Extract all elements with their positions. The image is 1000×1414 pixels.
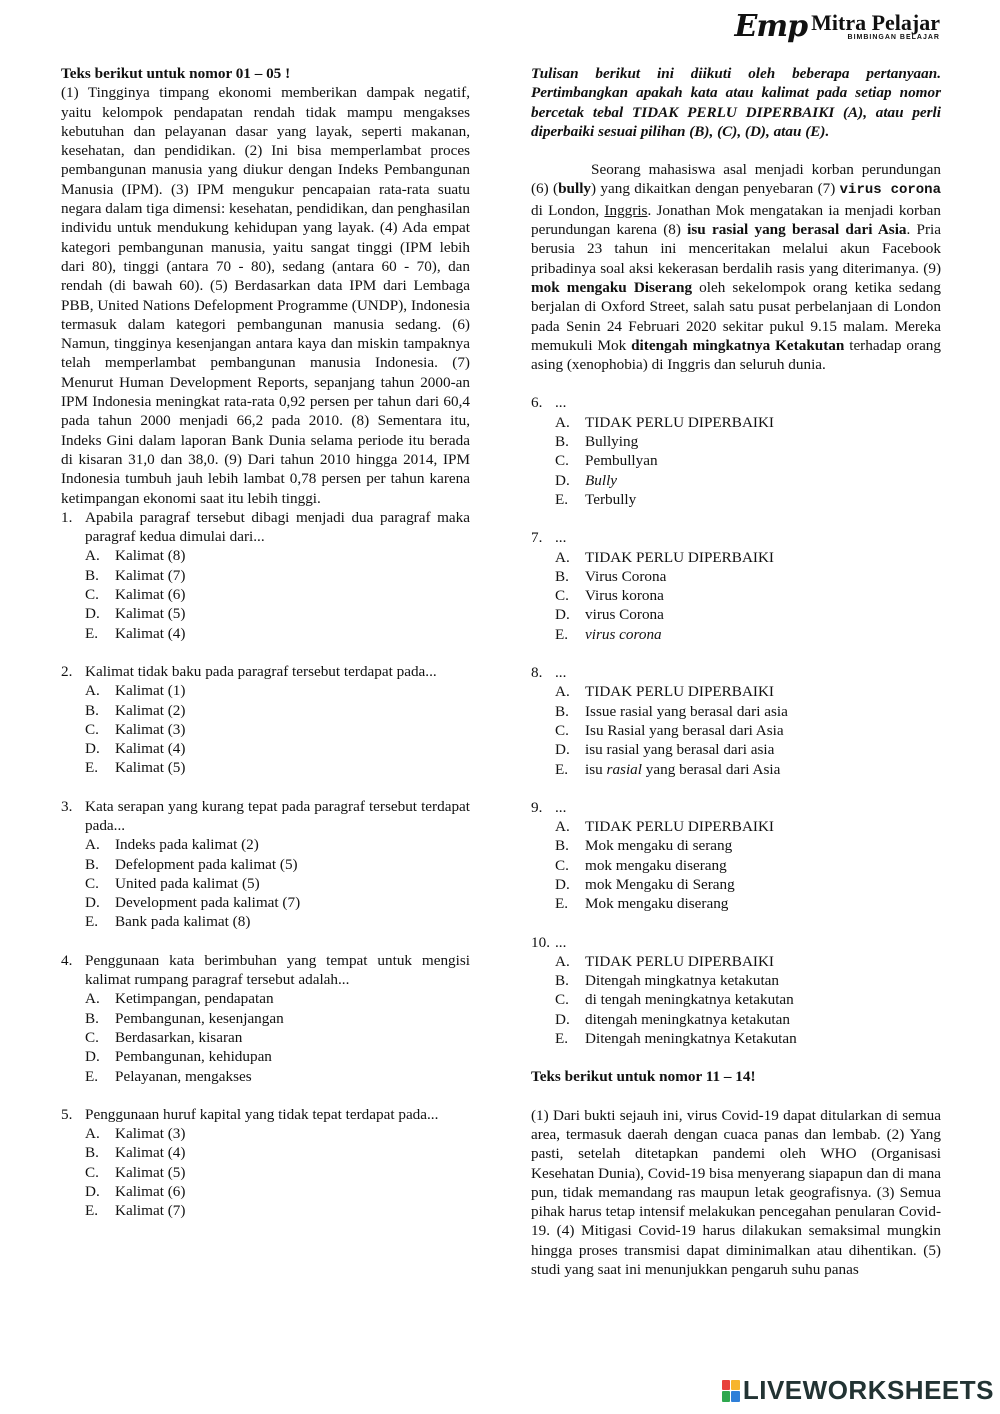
question-7 xyxy=(531,528,941,547)
answer-option[interactable] xyxy=(555,451,941,470)
answer-option[interactable] xyxy=(555,605,941,624)
question-number: 7. xyxy=(531,529,543,547)
answer-option[interactable] xyxy=(85,1124,470,1143)
answer-option[interactable] xyxy=(85,739,470,758)
option-text: Kalimat (4) xyxy=(115,740,186,758)
question-number: 9. xyxy=(531,798,543,816)
option-text: Kalimat (7) xyxy=(115,566,186,584)
answer-option[interactable] xyxy=(85,1201,470,1220)
answer-option[interactable] xyxy=(555,760,941,779)
option-letter: A. xyxy=(85,836,100,854)
option-letter: C. xyxy=(85,1028,99,1046)
question-4 xyxy=(61,951,470,990)
option-letter: A. xyxy=(555,952,570,970)
option-text: mok Mengaku di Serang xyxy=(585,875,735,893)
question-number: 6. xyxy=(531,394,543,412)
option-text: Kalimat (6) xyxy=(115,1183,186,1201)
option-text: Ditengah mingkatnya ketakutan xyxy=(585,972,780,990)
option-letter: A. xyxy=(85,1125,100,1143)
answer-option[interactable] xyxy=(85,1143,470,1162)
watermark-text: LIVEWORKSHEETS xyxy=(742,1375,994,1405)
question-stem: Kalimat tidak baku pada paragraf tersebut terdapat pada... xyxy=(85,662,437,680)
answer-option[interactable] xyxy=(555,586,941,605)
question-stem: Apabila paragraf tersebut dibagi menjadi dua paragraf maka paragraf kedua dimulai dari... xyxy=(85,508,470,546)
passage-paragraph: (1) Tingginya timpang ekonomi memberikan dampak negatif, yaitu kelompok pendapatan rendah tidak mampu mengakses kebutuhan dan pelayanan dasar yang layak, seperti makanan, kesehatan, dan pendidikan. (2) Ini bisa memperlambat proces pembangunan manusia yang diukur dengan Indeks Pembangunan Manusia (IPM). (3) IPM mengukur pencapaian rata-rata suatu negara dalam tiga dimensi: kesehatan, pendidikan, dan penghasilan individu untuk mendukung kehidupan yang layak. (4) Ada empat kategori pembangunan manusia, yaitu sangat tinggi (IPM lebih dari 80), tinggi (antara 70 - 80), sedang (antara 60 - 70), dan rendah (di bawah 60). (5) Berdasarkan data IPM dari Lembaga PBB, United Nations Defelopment Programme (UNDP), Indonesia termasuk dalam kategori pembangunan manusia sedang. (6) Namun, tingginya kesenjangan antara kaya dan miskin tampaknya telah memperlambat pembangunan manusia Indonesia. (7) Menurut Human Development Reports, sepanjang tahun 2000-an IPM Indonesia meningkat rata-rata 0,92 persen per tahun dari 60,4 pada tahun 2000 menjadi 66,2 pada 2010. (8) Sementara itu, Indeks Gini dalam laporan Bank Dunia selama periode itu berada di kisaran 31,0 dan 38,0. (9) Dari tahun 2010 hingga 2014, IPM Indonesia tumbuh jauh lebih lambat 0,78 persen per tahun karena ketimpangan ekonomi saat itu lebih tinggi. xyxy=(61,84,470,507)
question-1 xyxy=(61,508,470,547)
answer-option[interactable] xyxy=(85,624,470,643)
instruction-text: Tulisan berikut ini diikuti oleh beberapa pertanyaan. Pertimbangkan apakah kata atau kalimat pada setiap nomor bercetak tebal TIDAK PERLU DIPERBAIKI (A), atau perli diperbaiki sesuai pilihan (B), (C), (D), atau (E). xyxy=(531,65,941,140)
option-text: Kalimat (4) xyxy=(115,624,186,642)
option-list xyxy=(555,413,941,509)
option-text: TIDAK PERLU DIPERBAIKI xyxy=(585,683,774,701)
option-text: Bully xyxy=(585,471,618,489)
option-text: Kalimat (5) xyxy=(115,759,186,777)
option-text: Mok mengaku di serang xyxy=(585,837,733,855)
option-list xyxy=(555,952,941,1048)
option-letter: E. xyxy=(555,625,569,643)
option-letter: D. xyxy=(555,741,570,759)
option-text: Kalimat (3) xyxy=(115,1125,186,1143)
option-letter: D. xyxy=(555,606,570,624)
option-list xyxy=(85,989,470,1085)
option-letter: D. xyxy=(555,875,570,893)
answer-option[interactable] xyxy=(555,413,941,432)
option-letter: A. xyxy=(555,413,570,431)
option-letter: E. xyxy=(555,490,569,508)
answer-option[interactable] xyxy=(555,490,941,509)
watermark xyxy=(722,1375,994,1406)
question-blank: ... xyxy=(555,664,567,682)
option-text: TIDAK PERLU DIPERBAIKI xyxy=(585,952,774,970)
passage-text: ) yang dikaitkan dengan penyebaran (7) xyxy=(591,180,840,198)
option-text: Kalimat (7) xyxy=(115,1202,186,1220)
answer-option[interactable] xyxy=(555,971,941,990)
option-text: Ditengah meningkatnya Ketakutan xyxy=(585,1030,797,1048)
option-letter: E. xyxy=(555,1030,569,1048)
option-text: United pada kalimat (5) xyxy=(115,874,260,892)
option-letter: B. xyxy=(555,972,569,990)
answer-option[interactable] xyxy=(555,721,941,740)
answer-option[interactable] xyxy=(555,682,941,701)
option-letter: C. xyxy=(85,586,99,604)
option-text: Development pada kalimat (7) xyxy=(115,894,301,912)
answer-option[interactable] xyxy=(555,567,941,586)
answer-option[interactable] xyxy=(85,893,470,912)
option-text: Issue rasial yang berasal dari asia xyxy=(585,702,788,720)
option-letter: E. xyxy=(85,913,99,931)
question-number: 10. xyxy=(531,933,550,951)
option-text: Pembullyan xyxy=(585,452,658,470)
answer-option[interactable] xyxy=(85,604,470,623)
option-list xyxy=(555,817,941,913)
option-text: isu rasial yang berasal dari asia xyxy=(585,741,775,759)
passage-heading-2: Teks berikut untuk nomor 11 – 14! xyxy=(531,1068,756,1086)
option-letter: B. xyxy=(555,837,569,855)
question-8 xyxy=(531,663,941,682)
logo-subtitle: BIMBINGAN BELAJAR xyxy=(847,33,940,41)
option-text: Terbully xyxy=(585,490,637,508)
answer-option[interactable] xyxy=(555,952,941,971)
option-text: TIDAK PERLU DIPERBAIKI xyxy=(585,548,774,566)
option-text: di tengah meningkatnya ketakutan xyxy=(585,991,794,1009)
option-letter: A. xyxy=(555,818,570,836)
option-text: TIDAK PERLU DIPERBAIKI xyxy=(585,413,774,431)
option-text: Kalimat (1) xyxy=(115,682,186,700)
option-text: Berdasarkan, kisaran xyxy=(115,1028,243,1046)
answer-option[interactable] xyxy=(85,681,470,700)
question-blank: ... xyxy=(555,394,567,412)
answer-option[interactable] xyxy=(85,835,470,854)
question-blank: ... xyxy=(555,798,567,816)
option-text: Ketimpangan, pendapatan xyxy=(115,990,274,1008)
answer-option[interactable] xyxy=(555,856,941,875)
answer-option[interactable] xyxy=(555,702,941,721)
passage-bold: virus corona xyxy=(839,182,941,199)
answer-option[interactable] xyxy=(555,740,941,759)
option-letter: C. xyxy=(555,587,569,605)
option-letter: B. xyxy=(85,855,99,873)
option-letter: A. xyxy=(85,682,100,700)
answer-option[interactable] xyxy=(555,471,941,490)
answer-option[interactable] xyxy=(85,758,470,777)
answer-option[interactable] xyxy=(85,1067,470,1086)
option-text: Kalimat (6) xyxy=(115,586,186,604)
answer-option[interactable] xyxy=(85,1009,470,1028)
passage-text: oleh sekelompok orang ketika sedang berjalan di Oxford Street, salah satu pusat perbelanjaan di London pada Senin 24 Februari 2020 sekitar pukul 9.15 malam. Mereka memukuli Mok xyxy=(531,278,941,354)
option-letter: D. xyxy=(85,740,100,758)
question-stem: Penggunaan huruf kapital yang tidak tepat terdapat pada... xyxy=(85,1105,439,1123)
answer-option[interactable] xyxy=(85,1182,470,1201)
answer-option[interactable] xyxy=(555,548,941,567)
option-text: Virus Corona xyxy=(585,567,667,585)
option-text: Defelopment pada kalimat (5) xyxy=(115,855,298,873)
option-text: Pembangunan, kehidupan xyxy=(115,1048,272,1066)
answer-option[interactable] xyxy=(555,875,941,894)
question-2 xyxy=(61,662,470,681)
answer-option[interactable] xyxy=(555,1010,941,1029)
option-text: mok mengaku diserang xyxy=(585,856,727,874)
passage-text: . Pria berusia 23 tahun ini menceritakan melalui akun Facebook pribadinya soal aksi kekerasan berdalih rasis yang diterimanya. (9) xyxy=(531,221,942,277)
question-blank: ... xyxy=(555,529,567,547)
question-6 xyxy=(531,393,941,412)
right-column xyxy=(531,64,941,1279)
wm-square xyxy=(722,1391,731,1402)
option-text: Mok mengaku diserang xyxy=(585,895,729,913)
wm-square xyxy=(722,1380,731,1391)
option-list xyxy=(555,682,941,778)
question-number: 4. xyxy=(61,951,73,969)
passage-text: . Jonathan Mok mengatakan ia menjadi korban perundungan karena (8) xyxy=(531,201,942,239)
option-list xyxy=(85,835,470,931)
option-text: Kalimat (5) xyxy=(115,1163,186,1181)
answer-option[interactable] xyxy=(555,625,941,644)
answer-option[interactable] xyxy=(85,720,470,739)
passage-bold: bully xyxy=(558,180,592,198)
answer-option[interactable] xyxy=(555,817,941,836)
logo-text xyxy=(811,9,940,41)
passage-paragraph-2 xyxy=(531,160,941,374)
answer-option[interactable] xyxy=(85,1047,470,1066)
left-column xyxy=(61,64,470,1221)
question-number: 1. xyxy=(61,508,73,526)
option-letter: D. xyxy=(85,605,100,623)
answer-option[interactable] xyxy=(85,1163,470,1182)
option-letter: C. xyxy=(555,721,569,739)
option-letter: B. xyxy=(555,433,569,451)
option-letter: D. xyxy=(85,894,100,912)
answer-option[interactable] xyxy=(85,1028,470,1047)
passage-text: terhadap orang asing (xenophobia) di Inggris dan seluruh dunia. xyxy=(531,336,941,374)
question-10 xyxy=(531,933,941,952)
passage-bold: ditengah mingkatnya Ketakutan xyxy=(631,336,845,354)
option-letter: E. xyxy=(85,624,99,642)
answer-option[interactable] xyxy=(555,432,941,451)
option-letter: A. xyxy=(555,683,570,701)
question-number: 3. xyxy=(61,797,73,815)
option-text: TIDAK PERLU DIPERBAIKI xyxy=(585,818,774,836)
option-letter: B. xyxy=(85,701,99,719)
option-letter: C. xyxy=(85,1163,99,1181)
option-letter: E. xyxy=(85,1202,99,1220)
answer-option[interactable] xyxy=(85,989,470,1008)
option-text: Bank pada kalimat (8) xyxy=(115,913,251,931)
answer-option[interactable] xyxy=(85,912,470,931)
passage-underline: Inggris xyxy=(604,201,648,219)
option-list xyxy=(85,1124,470,1220)
option-letter: E. xyxy=(85,759,99,777)
question-3 xyxy=(61,797,470,836)
option-text: Kalimat (2) xyxy=(115,701,186,719)
option-text: Isu Rasial yang berasal dari Asia xyxy=(585,721,784,739)
passage-paragraph-3: (1) Dari bukti sejauh ini, virus Covid-19 dapat ditularkan di semua area, termasuk daerah dengan cuaca panas dan lembab. (2) Yang pasti, setelah ditetapkan pandemi oleh WHO (Organisasi Kesehatan Dunia), Covid-19 bisa menyerang siapapun dan di mana pun, tidak memandang ras maupun letak geografisnya. (3) Semua pihak harus tetap intensif melakukan pencegahan penularan Covid-19. (4) Mitigasi Covid-19 harus dilakukan semaksimal mungkin hingga proses transmisi dapat diminimalkan atau dihentikan. (5) studi yang saat ini menunjukkan pengaruh suhu panas xyxy=(531,1106,941,1279)
option-text: Kalimat (3) xyxy=(115,720,186,738)
option-letter: B. xyxy=(85,1144,99,1162)
option-text: isu rasial yang berasal dari Asia xyxy=(585,760,781,778)
option-letter: A. xyxy=(85,547,100,565)
question-list-right xyxy=(531,374,941,1048)
option-letter: D. xyxy=(85,1183,100,1201)
option-list xyxy=(85,681,470,777)
option-text: Kalimat (5) xyxy=(115,605,186,623)
option-letter: E. xyxy=(555,895,569,913)
question-number: 5. xyxy=(61,1105,73,1123)
passage-bold: mok mengaku Diserang xyxy=(531,278,693,296)
liveworksheets-icon xyxy=(722,1380,740,1402)
answer-option[interactable] xyxy=(85,585,470,604)
passage-text: di London, xyxy=(531,201,605,219)
option-letter: B. xyxy=(85,566,99,584)
answer-option[interactable] xyxy=(85,701,470,720)
option-letter: C. xyxy=(85,874,99,892)
option-letter: C. xyxy=(555,991,569,1009)
wm-square xyxy=(731,1380,740,1391)
option-text: Virus korona xyxy=(585,587,664,605)
option-letter: E. xyxy=(555,760,569,778)
option-letter: A. xyxy=(555,548,570,566)
logo-mark: Emp xyxy=(734,8,808,44)
option-text: Pembangunan, kesenjangan xyxy=(115,1009,284,1027)
answer-option[interactable] xyxy=(555,836,941,855)
question-number: 2. xyxy=(61,662,73,680)
question-number: 8. xyxy=(531,664,543,682)
question-stem: Kata serapan yang kurang tepat pada paragraf tersebut terdapat pada... xyxy=(85,797,470,834)
question-9 xyxy=(531,798,941,817)
option-letter: B. xyxy=(555,567,569,585)
option-text: ditengah meningkatnya ketakutan xyxy=(585,1010,790,1028)
answer-option[interactable] xyxy=(85,855,470,874)
option-text: Kalimat (4) xyxy=(115,1144,186,1162)
option-letter: B. xyxy=(85,1009,99,1027)
question-list-left xyxy=(61,508,470,1221)
answer-option[interactable] xyxy=(85,566,470,585)
wm-square xyxy=(731,1391,740,1402)
question-stem: Penggunaan kata berimbuhan yang tempat untuk mengisi kalimat rumpang paragraf tersebut adalah... xyxy=(85,951,470,989)
passage-bold: isu rasial yang berasal dari Asia xyxy=(687,221,907,239)
option-text: Bullying xyxy=(585,433,639,451)
option-list xyxy=(555,548,941,644)
option-letter: B. xyxy=(555,702,569,720)
logo-title: Mitra Pelajar xyxy=(811,9,940,35)
answer-option[interactable] xyxy=(555,894,941,913)
option-text: Kalimat (8) xyxy=(115,547,186,565)
answer-option[interactable] xyxy=(555,990,941,1009)
option-text: virus Corona xyxy=(585,606,664,624)
question-blank: ... xyxy=(555,933,567,951)
answer-option[interactable] xyxy=(555,1029,941,1048)
passage-heading: Teks berikut untuk nomor 01 – 05 ! xyxy=(61,65,291,82)
option-letter: D. xyxy=(85,1048,100,1066)
option-list xyxy=(85,546,470,642)
option-text: Pelayanan, mengakses xyxy=(115,1067,252,1085)
option-letter: A. xyxy=(85,990,100,1008)
brand-logo xyxy=(735,8,940,44)
option-text: Indeks pada kalimat (2) xyxy=(115,836,259,854)
option-letter: C. xyxy=(555,452,569,470)
option-letter: D. xyxy=(555,1010,570,1028)
option-letter: E. xyxy=(85,1067,99,1085)
passage-text: Seorang mahasiswa asal menjadi korban perundungan (6) ( xyxy=(531,161,941,198)
question-5 xyxy=(61,1105,470,1124)
answer-option[interactable] xyxy=(85,546,470,565)
option-text: virus corona xyxy=(585,625,662,643)
option-letter: D. xyxy=(555,471,570,489)
option-letter: C. xyxy=(555,856,569,874)
answer-option[interactable] xyxy=(85,874,470,893)
option-letter: C. xyxy=(85,720,99,738)
